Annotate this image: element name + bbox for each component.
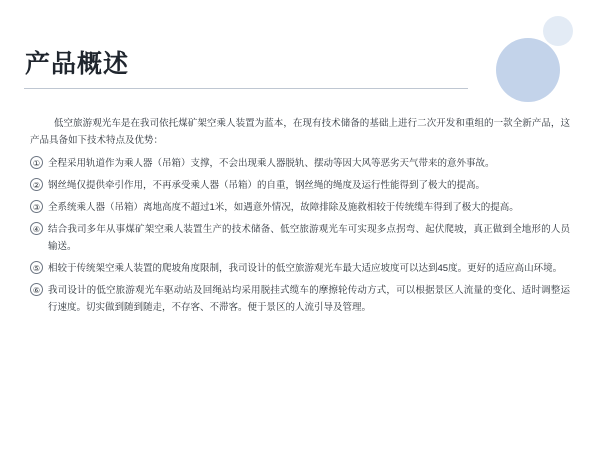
list-item-text: 全系统乘人器（吊箱）离地高度不超过1米，如遇意外情况，故障排除及施救相较于传统缆车得到了极大的提高。 <box>48 202 519 214</box>
feature-list <box>30 156 570 316</box>
circle-small-icon <box>543 16 573 46</box>
circle-large-icon <box>496 38 560 102</box>
page-title: 产品概述 <box>25 50 130 78</box>
list-number: ④ <box>30 222 43 235</box>
list-number: ⑤ <box>30 261 43 274</box>
list-number: ③ <box>30 200 43 213</box>
list-item-text: 结合我司多年从事煤矿架空乘人装置生产的技术储备、低空旅游观光车可实现多点拐弯、起伏爬坡，真正做到全地形的人员输送。 <box>48 223 570 252</box>
title-divider <box>24 88 468 89</box>
slide-body <box>30 116 570 322</box>
list-item <box>30 200 570 217</box>
decorative-circles <box>470 0 600 130</box>
list-item-text: 相较于传统架空乘人装置的爬坡角度限制，我司设计的低空旅游观光车最大适应坡度可以达到45度。更好的适应高山环境。 <box>48 262 563 274</box>
list-item-text: 钢丝绳仅提供牵引作用，不再承受乘人器（吊箱）的自重，钢丝绳的绳度及运行性能得到了极大的提高。 <box>48 180 486 192</box>
list-number: ① <box>30 156 43 169</box>
intro-paragraph: 低空旅游观光车是在我司依托煤矿架空乘人装置为蓝本，在现有技术储备的基础上进行二次开发和重组的一款全新产品，这产品具备如下技术特点及优势： <box>30 118 570 146</box>
list-item <box>30 283 570 317</box>
list-number: ② <box>30 178 43 191</box>
list-item-text: 我司设计的低空旅游观光车驱动站及回绳站均采用脱挂式缆车的摩擦轮传动方式，可以根据景区人流量的变化、适时调整运行速度。切实做到随到随走，不存客、不滞客。便于景区的人流引导及管理。 <box>48 284 570 313</box>
list-number: ⑥ <box>30 283 43 296</box>
list-item-text: 全程采用轨道作为乘人器（吊箱）支撑，不会出现乘人器脱轨、摆动等因大风等恶劣天气带来的意外事故。 <box>48 158 495 170</box>
list-item <box>30 156 570 173</box>
list-item <box>30 261 570 278</box>
list-item <box>30 178 570 195</box>
list-item <box>30 222 570 256</box>
